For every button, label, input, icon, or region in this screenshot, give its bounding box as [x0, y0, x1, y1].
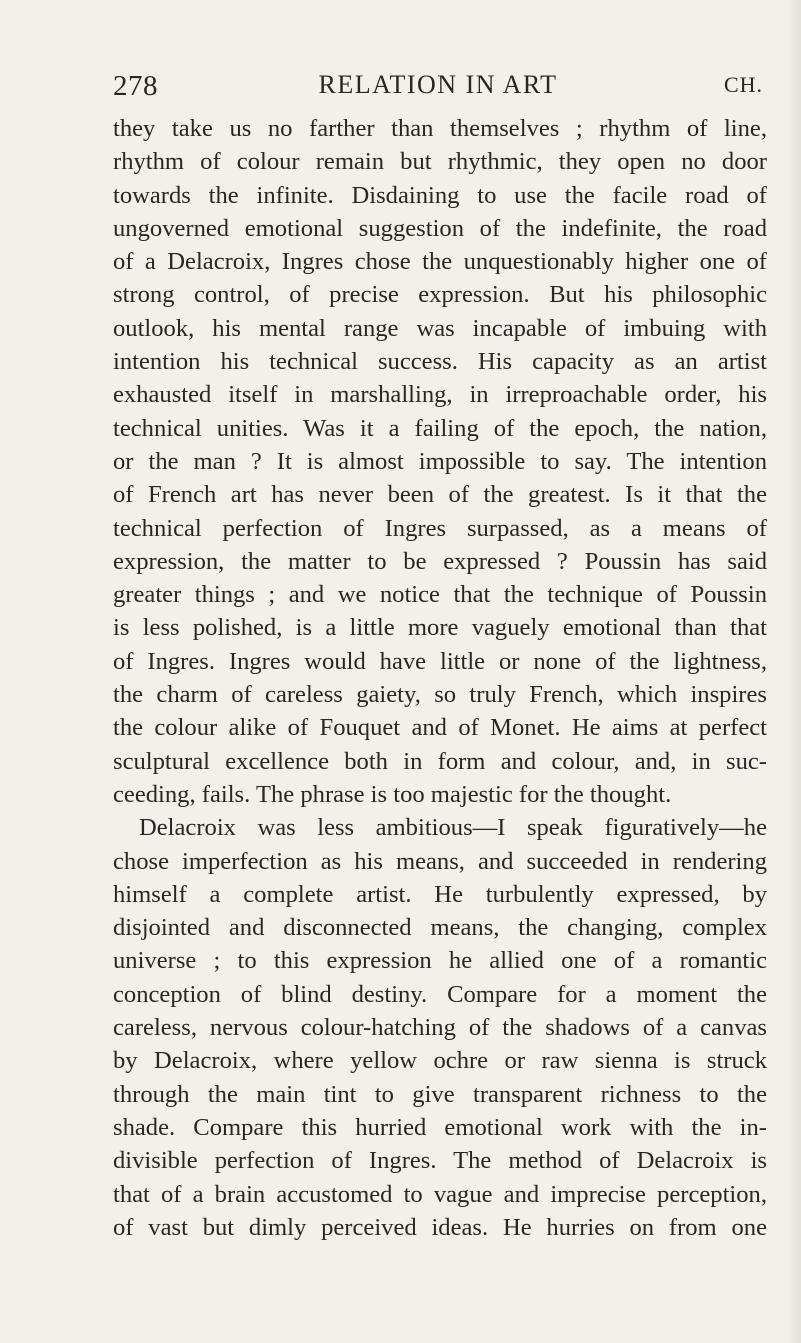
text-line: chose imperfection as his means, and succeeded in rendering [113, 847, 767, 875]
text-line: of Ingres. Ingres would have little or none of the lightness, [113, 647, 767, 675]
text-line: by Delacroix, where yellow ochre or raw sienna is struck [113, 1047, 767, 1075]
text-line: the colour alike of Fouquet and of Monet. He aims at perfect [113, 714, 767, 742]
text-line: shade. Compare this hurried emotional work with the in- [113, 1113, 767, 1141]
text-line: of French art has never been of the greatest. Is it that the [113, 481, 767, 509]
running-title: RELATION IN ART [318, 70, 558, 99]
text-line: is less polished, is a little more vaguely emotional than that [113, 614, 767, 642]
text-line: disjointed and disconnected means, the changing, complex [113, 914, 767, 942]
text-line: intention his technical success. His capacity as an artist [113, 348, 767, 376]
text-line: greater things ; and we notice that the technique of Poussin [113, 581, 767, 609]
text-line: they take us no farther than themselves ; rhythm of line, [113, 115, 767, 142]
text-line: careless, nervous colour-hatching of the shadows of a canvas [113, 1014, 767, 1042]
text-line: strong control, of precise expression. But his philosophic [113, 281, 767, 309]
text-line: exhausted itself in marshalling, in irreproachable order, his [113, 381, 767, 409]
text-line: technical perfection of Ingres surpassed, as a means of [113, 514, 767, 542]
body-text [113, 112, 767, 1244]
page-number: 278 [113, 70, 158, 102]
text-line: divisible perfection of Ingres. The method of Delacroix is [113, 1147, 767, 1175]
text-line: ungoverned emotional suggestion of the indefinite, the road [113, 214, 767, 242]
text-line: of a Delacroix, Ingres chose the unquestionably higher one of [113, 248, 767, 276]
text-line: outlook, his mental range was incapable of imbuing with [113, 314, 767, 342]
text-line: expression, the matter to be expressed ? Poussin has said [113, 547, 767, 575]
text-line: sculptural excellence both in form and colour, and, in suc- [113, 747, 767, 775]
text-line: through the main tint to give transparent richness to the [113, 1080, 767, 1108]
running-head [113, 70, 763, 112]
page-edge-shadow [787, 0, 801, 1343]
text-line: universe ; to this expression he allied one of a romantic [113, 947, 767, 975]
text-line: of vast but dimly perceived ideas. He hurries on from one [113, 1213, 767, 1241]
text-line: himself a complete artist. He turbulently expressed, by [113, 880, 767, 908]
text-line: or the man ? It is almost impossible to say. The intention [113, 447, 767, 475]
text-line: technical unities. Was it a failing of the epoch, the nation, [113, 414, 767, 442]
chapter-abbreviation: CH. [723, 72, 763, 97]
text-line: towards the infinite. Disdaining to use the facile road of [113, 181, 767, 209]
text-line: conception of blind destiny. Compare for a moment the [113, 980, 767, 1008]
paragraph-end-line: ceeding, fails. The phrase is too majestic for the thought. [113, 780, 672, 808]
paragraph-first-line: Delacroix was less ambitious—I speak figuratively—he [139, 814, 767, 842]
text-line: the charm of careless gaiety, so truly French, which inspires [113, 681, 767, 709]
text-line: rhythm of colour remain but rhythmic, they open no door [113, 148, 767, 176]
text-line: that of a brain accustomed to vague and imprecise perception, [113, 1180, 767, 1208]
